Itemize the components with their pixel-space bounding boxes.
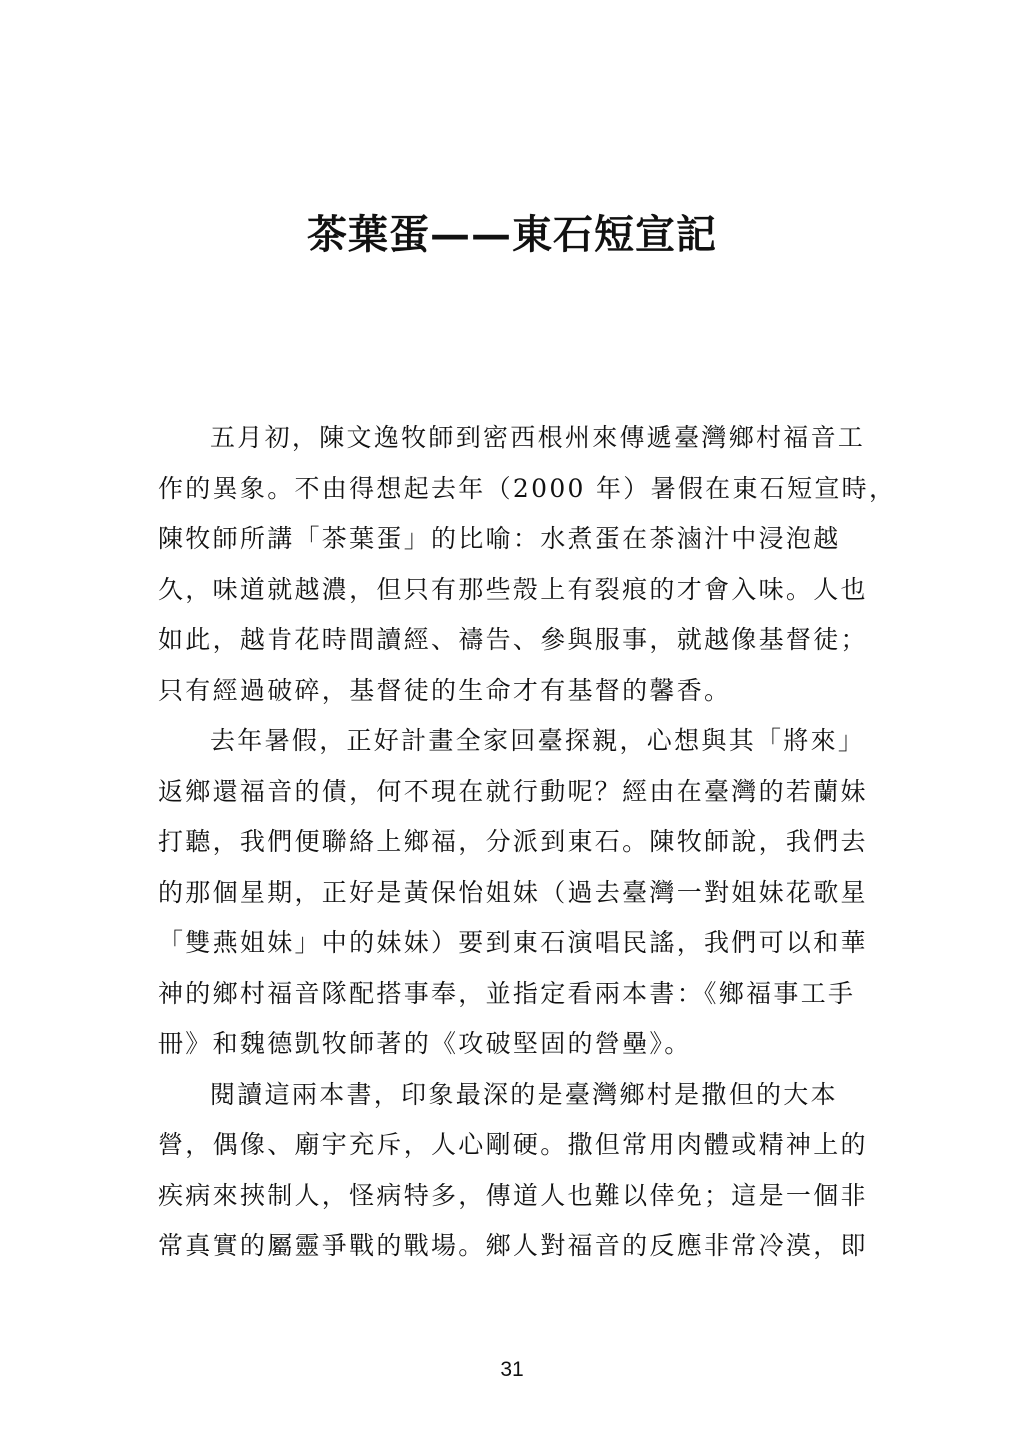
text-line-16: 疾病來挾制人，怪病特多，傳道人也難以倖免；這是一個非: [158, 1180, 868, 1210]
text-line-1: 五月初，陳文逸牧師到密西根州來傳遞臺灣鄉村福音工: [210, 423, 866, 452]
text-line-8: 返鄉還福音的債，何不現在就行動呢？經由在臺灣的若蘭妹: [158, 776, 868, 806]
text-line-13: 冊》和魏德凱牧師著的《攻破堅固的營壘》。: [158, 1029, 692, 1058]
text-line-17: 常真實的屬靈爭戰的戰場。鄉人對福音的反應非常冷漠，即: [158, 1231, 868, 1260]
text-line-9: 打聽，我們便聯絡上鄉福，分派到東石。陳牧師說，我們去: [158, 827, 868, 856]
text-line-14: 閱讀這兩本書，印象最深的是臺灣鄉村是撒但的大本: [210, 1079, 838, 1109]
text-line-11: 「雙燕姐妹」中的妹妹）要到東石演唱民謠，我們可以和華: [158, 928, 868, 957]
text-line-7: 去年暑假，正好計畫全家回臺探親，心想與其「將來」: [210, 726, 866, 755]
text-line-6: 只有經過破碎，基督徒的生命才有基督的馨香。: [158, 675, 732, 705]
body-text: [158, 418, 897, 1277]
text-line-10: 的那個星期，正好是黃保怡姐妹（過去臺灣一對姐妹花歌星: [158, 877, 868, 907]
text-line-4: 久，味道就越濃，但只有那些殼上有裂痕的才會入味。人也: [158, 574, 868, 604]
page-number: 31: [500, 1358, 524, 1381]
text-line-12: 神的鄉村福音隊配搭事奉，並指定看兩本書：《鄉福事工手: [158, 978, 856, 1008]
text-line-2: 作的異象。不由得想起去年（2000 年）暑假在東石短宣時，: [158, 473, 897, 503]
chapter-title: 茶葉蛋——東石短宣記: [307, 211, 717, 258]
text-line-3: 陳牧師所講「茶葉蛋」的比喻：水煮蛋在茶滷汁中浸泡越: [158, 524, 841, 553]
text-line-15: 營，偶像、廟宇充斥，人心剛硬。撒但常用肉體或精神上的: [158, 1130, 868, 1159]
text-line-5: 如此，越肯花時間讀經、禱告、參與服事，就越像基督徒；: [158, 625, 868, 654]
